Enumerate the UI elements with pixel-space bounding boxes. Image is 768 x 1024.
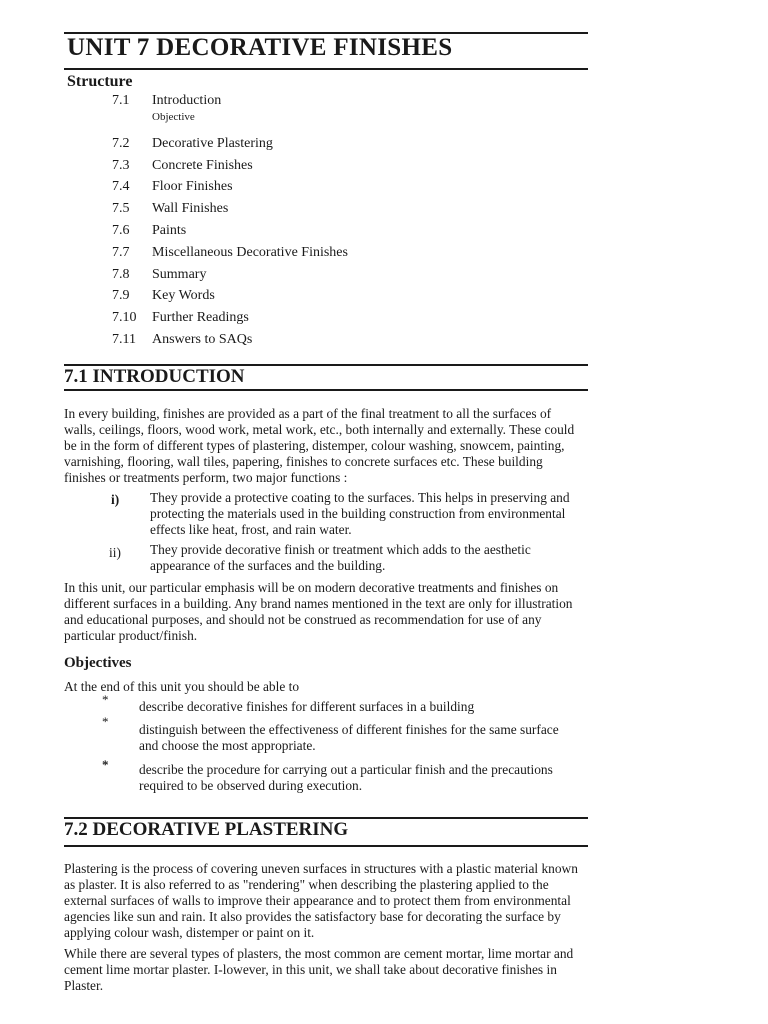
toc-item (112, 200, 432, 222)
bullet-marker: * (102, 692, 109, 707)
plastering-paragraph (64, 861, 578, 941)
section-heading-introduction: 7.1 INTRODUCTION (64, 366, 245, 387)
toc-item (112, 287, 432, 309)
section-heading-plastering: 7.2 DECORATIVE PLASTERING (64, 819, 349, 840)
list-marker: ii) (109, 545, 121, 560)
paragraph-text: Plastering is the process of covering uneven surfaces in structures with a plastic material known as plaster. It is also referred to as "rendering" when describing the plastering applied to the external surfaces of walls to improve their appearance and to protect them from environmental agencies like sun and rain. It also provides the satisfactory base for decorating the surface by applying colour wash, distemper or paint on it. (64, 861, 578, 941)
paragraph-text: While there are several types of plasters, the most common are cement mortar, lime mortar and cement lime mortar plaster. I-lowever, in this unit, we shall take about decorative finishes in Plaster. (64, 946, 574, 994)
toc-item-label: Decorative Plastering (152, 135, 273, 151)
toc-item-label: Key Words (152, 288, 215, 304)
toc-item-number: 7.2 (112, 135, 130, 151)
toc-item (112, 178, 432, 200)
toc-item (112, 222, 432, 244)
toc-sub-item: Objective (152, 111, 195, 123)
title-bottom-rule (64, 68, 588, 70)
toc-item-label: Wall Finishes (152, 201, 229, 217)
toc-item-number: 7.7 (112, 244, 130, 260)
toc-item (112, 157, 432, 179)
toc-item (112, 331, 432, 353)
intro-paragraph (64, 580, 578, 644)
toc-item-label: Further Readings (152, 310, 249, 326)
toc-item-number: 7.6 (112, 222, 130, 238)
toc-item (112, 135, 432, 157)
bullet-marker: * (102, 714, 109, 729)
toc-item-label: Answers to SAQs (152, 331, 253, 347)
toc-item-number: 7.4 (112, 179, 130, 195)
toc-item-number: 7.1 (112, 93, 130, 108)
bullet-marker: * (102, 757, 109, 772)
toc-item (112, 309, 432, 331)
unit-title: UNIT 7 DECORATIVE FINISHES (67, 34, 453, 61)
toc-item (112, 266, 432, 288)
intro-paragraph (64, 406, 578, 486)
objective-item: describe decorative finishes for different surfaces in a building (139, 699, 475, 714)
paragraph-text: In this unit, our particular emphasis will be on modern decorative treatments and finishes on different surfaces in a building. Any brand names mentioned in the text are only for illustration and educational purposes, and should not be construed as recommendation for use of any particular product/finish. (64, 580, 573, 644)
toc-item-number: 7.11 (112, 331, 136, 347)
toc-item-label: Floor Finishes (152, 179, 233, 195)
list-marker: i) (111, 492, 120, 507)
table-of-contents (112, 92, 432, 353)
section-bottom-rule (64, 845, 588, 847)
toc-item-label: Paints (152, 222, 187, 238)
objective-item: describe the procedure for carrying out a particular finish and the precautions required to be observed during execution. (139, 762, 553, 794)
toc-item-number: 7.3 (112, 157, 130, 173)
toc-item-number: 7.5 (112, 201, 130, 217)
toc-item-label: Concrete Finishes (152, 157, 253, 173)
plastering-paragraph (64, 946, 578, 994)
objectives-heading: Objectives (64, 655, 132, 671)
list-item: They provide a protective coating to the surfaces. This helps in preserving and protecting the materials used in the building construction from environmental effects like heat, frost, and rain water. (150, 490, 570, 538)
toc-item-number: 7.9 (112, 288, 130, 304)
paragraph-text: In every building, finishes are provided as a part of the final treatment to all the surfaces of walls, ceilings, floors, wood work, metal work, etc., both internally and externally. These could be in the form of different types of plastering, distemper, colour washing, snowcem, painting, varnishing, flooring, wall tiles, papering, finishes to concrete surfaces etc. These building finishes or treatments perform, two major functions : (64, 406, 575, 486)
toc-item-label: Miscellaneous Decorative Finishes (152, 244, 348, 260)
toc-item-number: 7.10 (112, 310, 137, 326)
list-item: They provide decorative finish or treatment which adds to the aesthetic appearance of the surfaces and the building. (150, 542, 531, 574)
objectives-intro: At the end of this unit you should be able to (64, 679, 300, 694)
toc-item-label: Introduction (152, 93, 222, 108)
objective-item: distinguish between the effectiveness of different finishes for the same surface and choose the most appropriate. (139, 722, 559, 754)
toc-item (112, 244, 432, 266)
section-bottom-rule (64, 389, 588, 391)
structure-heading: Structure (67, 73, 133, 90)
toc-item-number: 7.8 (112, 266, 130, 282)
toc-item-label: Summary (152, 266, 207, 282)
